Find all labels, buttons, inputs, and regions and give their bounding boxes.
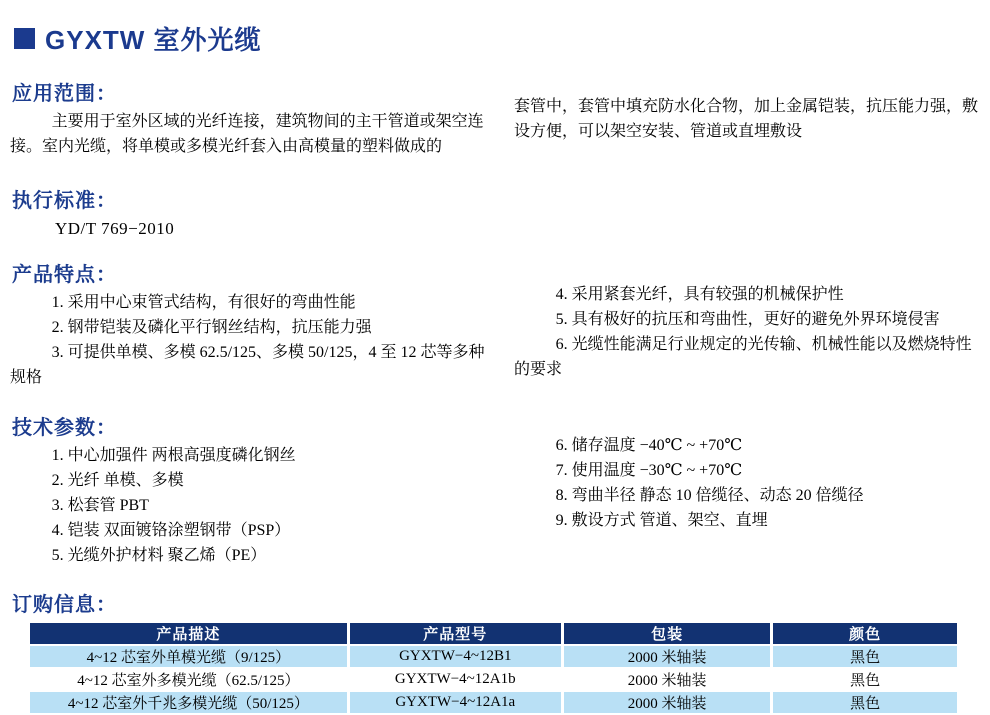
cell-packaging: 2000 米轴装 bbox=[564, 692, 771, 713]
tech-item-8: 8. 弯曲半径 静态 10 倍缆径、动态 20 倍缆径 bbox=[555, 487, 864, 504]
page-title: GYXTW 室外光缆 bbox=[45, 25, 262, 55]
ordering-heading: 订购信息： bbox=[12, 594, 117, 616]
feature-item-4: 4. 采用紧套光纤，具有较强的机械保护性 bbox=[555, 286, 844, 303]
cell-model: GYXTW−4~12A1b bbox=[350, 669, 561, 690]
tech-item-5: 5. 光缆外护材料 聚乙烯（PE） bbox=[51, 547, 267, 564]
col-header-packaging: 包装 bbox=[564, 623, 771, 644]
application-text-left: 主要用于室外区域的光纤连接，建筑物间的主干管道或架空连接。室内光缆，将单模或多模光纤套入由高模量的塑料做成的 bbox=[10, 113, 484, 155]
tech-item-1: 1. 中心加强件 两根高强度磷化钢丝 bbox=[51, 447, 296, 464]
section-application bbox=[0, 77, 990, 159]
section-ordering bbox=[0, 588, 990, 715]
tech-heading: 技术参数： bbox=[12, 417, 117, 439]
application-left-column bbox=[10, 77, 488, 159]
tech-item-7: 7. 使用温度 −30℃ ~ +70℃ bbox=[555, 462, 743, 479]
feature-item-6: 6. 光缆性能满足行业规定的光传输、机械性能以及燃烧特性的要求 bbox=[514, 336, 972, 378]
col-header-model: 产品型号 bbox=[350, 623, 561, 644]
tech-item-9: 9. 敷设方式 管道、架空、直埋 bbox=[555, 512, 768, 529]
features-heading: 产品特点： bbox=[12, 264, 117, 286]
cell-color: 黑色 bbox=[773, 692, 957, 713]
table-row bbox=[30, 669, 957, 690]
col-header-description: 产品描述 bbox=[30, 623, 347, 644]
cell-description: 4~12 芯室外多模光缆（62.5/125） bbox=[30, 669, 347, 690]
cell-packaging: 2000 米轴装 bbox=[564, 646, 771, 667]
standard-value: YD/T 769−2010 bbox=[55, 219, 175, 238]
cell-description: 4~12 芯室外单模光缆（9/125） bbox=[30, 646, 347, 667]
tech-item-3: 3. 松套管 PBT bbox=[51, 497, 149, 514]
features-right-column bbox=[488, 258, 978, 390]
section-tech-params bbox=[0, 411, 990, 568]
cell-packaging: 2000 米轴装 bbox=[564, 669, 771, 690]
cell-color: 黑色 bbox=[773, 669, 957, 690]
tech-item-2: 2. 光纤 单模、多模 bbox=[51, 472, 184, 489]
application-heading: 应用范围： bbox=[12, 83, 117, 105]
ordering-table bbox=[27, 621, 960, 715]
table-row bbox=[30, 692, 957, 713]
feature-item-2: 2. 钢带铠装及磷化平行钢丝结构，抗压能力强 bbox=[51, 319, 372, 336]
tech-left-column bbox=[10, 411, 488, 568]
feature-item-3: 3. 可提供单模、多模 62.5/125、多模 50/125，4 至 12 芯等多种规格 bbox=[10, 344, 485, 386]
cell-model: GYXTW−4~12A1a bbox=[350, 692, 561, 713]
page-title-row bbox=[14, 20, 990, 57]
application-right-column bbox=[488, 77, 978, 159]
table-header-row bbox=[30, 623, 957, 644]
table-row bbox=[30, 646, 957, 667]
standard-heading: 执行标准： bbox=[12, 190, 117, 212]
tech-right-column bbox=[488, 411, 978, 568]
feature-item-5: 5. 具有极好的抗压和弯曲性，更好的避免外界环境侵害 bbox=[555, 311, 940, 328]
cell-model: GYXTW−4~12B1 bbox=[350, 646, 561, 667]
application-text-right: 套管中，套管中填充防水化合物，加上金属铠装，抗压能力强，敷设方便，可以架空安装、管道或直埋敷设 bbox=[514, 98, 979, 140]
cell-color: 黑色 bbox=[773, 646, 957, 667]
title-bullet-square-icon bbox=[14, 28, 35, 49]
section-features bbox=[0, 258, 990, 390]
features-left-column bbox=[10, 258, 488, 390]
feature-item-1: 1. 采用中心束管式结构，有很好的弯曲性能 bbox=[51, 294, 356, 311]
col-header-color: 颜色 bbox=[773, 623, 957, 644]
datasheet-page bbox=[0, 20, 990, 712]
tech-item-6: 6. 储存温度 −40℃ ~ +70℃ bbox=[555, 437, 743, 454]
tech-item-4: 4. 铠装 双面镀铬涂塑钢带（PSP） bbox=[51, 522, 291, 539]
section-standard bbox=[0, 184, 990, 241]
cell-description: 4~12 芯室外千兆多模光缆（50/125） bbox=[30, 692, 347, 713]
